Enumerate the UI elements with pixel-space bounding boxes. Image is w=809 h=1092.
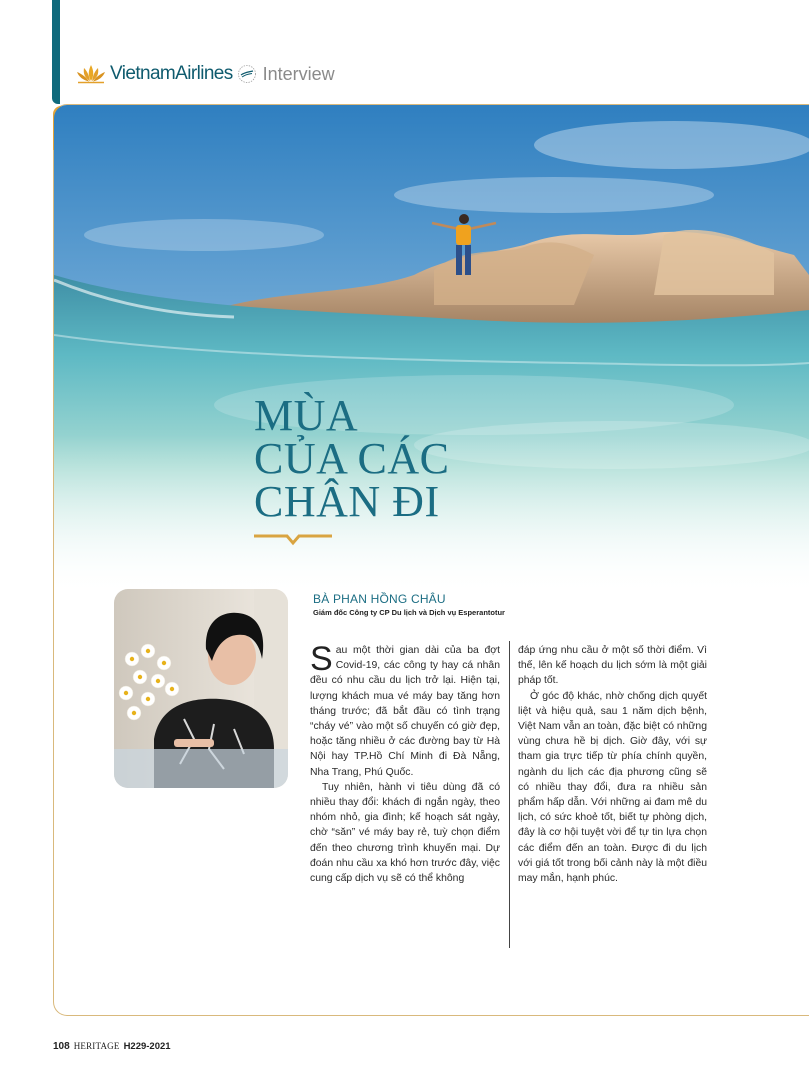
article-paragraph: Ở góc độ khác, nhờ chống dịch quyết liệt và hiệu quả, sau 1 năm dịch bệnh, Việt Nam vẫn an toàn, đặc biệt có những vùng chưa hề bị dịch. Giờ đây, với sự tham gia trực tiếp từ phía chính quyền, ngành du lịch các địa phương cũng sẽ có nhiều thay đổi, đưa ra nhiều sản phẩm hấp dẫn. Với những ai đam mê du lịch, có sức khoẻ tốt, biết tự phòng dịch, đây là cơ hội tuyệt vời để tự tin lựa chọn các điểm đến an toàn. Được đi du lịch với giá tốt trong bối cảnh này là một điều may mắn, hạnh phúc. [518,690,707,885]
lotus-logo-icon [74,63,108,85]
magazine-name: HERITAGE [73,1041,120,1051]
wings-mark-icon [237,64,257,84]
title-line: CHÂN ĐI [254,477,440,526]
column-divider [509,641,510,948]
page-number: 108 [53,1041,70,1052]
interviewee-role: Giám đốc Công ty CP Du lịch và Dịch vụ Esperantotur [313,608,505,617]
title-line: CỦA CÁC [254,434,450,483]
section-label: Interview [262,63,335,84]
issue-number: H229-2021 [123,1041,171,1052]
article-paragraph: Tuy nhiên, hành vi tiêu dùng đã có nhiều thay đổi: khách đi ngắn ngày, theo nhóm nhỏ, gia đình; kế hoạch sát ngày, chờ “săn” vé máy bay rẻ, tuỳ chọn điểm đến theo chương trình khuyến mại. Dự đoán nhu cầu xa khó hơn trước đây, việc cung cấp dịch vụ sẽ có thể không [310,781,500,885]
article-column-right [518,643,707,886]
article-paragraph: đáp ứng nhu cầu ở một số thời điểm. Vì thế, lên kế hoạch du lịch sớm là một giải pháp tốt. [518,645,707,687]
brand-name: VietnamAirlines [110,63,233,84]
accent-bar [52,0,60,104]
article-title [254,391,450,526]
drop-cap: S [310,640,333,678]
magazine-header [74,60,335,88]
title-line: MÙA [254,391,359,440]
article-paragraph [310,640,500,780]
article-column-left [310,640,500,886]
paragraph-text: au một thời gian dài của ba đợt Covid-19, các công ty hay cá nhân đều có nhu cầu du lịch trở lại. Hiện tại, lượng khách mua vé máy bay tăng hơn tháng trước; đã bắt đầu có tình trạng “cháy vé” vào một số chuyến có giờ đẹp, hoặc tăng nhiều ở các đường bay từ Hà Nội hay TP.Hồ Chí Minh đi Đà Nẵng, Nha Trang, Phú Quốc. [310,645,500,778]
title-underline-ornament [254,533,332,547]
page-footer [53,1041,171,1052]
interviewee-name: BÀ PHAN HỒNG CHÂU [313,592,446,606]
portrait-photo [114,589,288,788]
